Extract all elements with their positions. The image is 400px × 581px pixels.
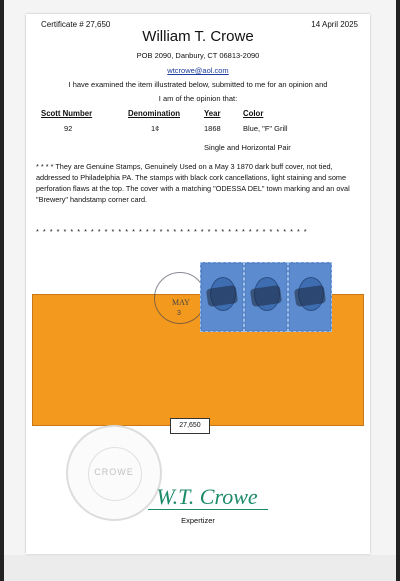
value-color: Blue, "F" Grill	[243, 124, 288, 133]
value-year: 1868	[204, 124, 221, 133]
cover-certificate-tag: 27,650	[170, 418, 210, 434]
star-divider: * * * * * * * * * * * * * * * * * * * * * * * * * * * * * * * * * * * * * * * *	[36, 227, 308, 236]
expertizer-label: Expertizer	[181, 516, 215, 525]
stamp-format: Single and Horizontal Pair	[204, 143, 291, 152]
signature-underline	[148, 509, 268, 510]
expert-email[interactable]: wtcrowe@aol.com	[167, 66, 229, 75]
header-denomination: Denomination	[128, 109, 180, 118]
seal-text: CROWE	[94, 467, 134, 477]
certificate	[26, 14, 370, 554]
value-denomination: 1¢	[151, 124, 160, 133]
opinion-description: * * * * They are Genuine Stamps, Genuinely Used on a May 3 1870 dark buff cover, not tied, addressed to Philadelphia PA. The stamps with black cork cancellations, light staining and some perforation flaws at the top. The cover with a matching "ODESSA DEL" town marking and an oval "Brewery" handstamp corner card.	[36, 162, 350, 205]
stamp-pair-left	[244, 262, 288, 332]
value-scott-number: 92	[64, 124, 73, 133]
intro-line-1: I have examined the item illustrated below, submitted to me for an opinion and	[68, 80, 328, 89]
intro-line-2: I am of the opinion that:	[158, 94, 238, 103]
postmark-day: 3	[177, 310, 181, 317]
header-scott-number: Scott Number	[41, 109, 93, 118]
header-color: Color	[243, 109, 264, 118]
expert-address: POB 2090, Danbury, CT 06813-2090	[136, 51, 260, 60]
header-year: Year	[204, 109, 221, 118]
stamp-pair-right	[288, 262, 332, 332]
expert-signature: W.T. Crowe	[156, 484, 258, 509]
certificate-date: 14 April 2025	[311, 20, 358, 29]
bottom-strip	[4, 555, 396, 581]
expert-name: William T. Crowe	[142, 28, 254, 45]
certificate-number: Certificate # 27,650	[41, 20, 111, 29]
stamp-single	[200, 262, 244, 332]
postmark-month: MAY	[172, 298, 190, 307]
